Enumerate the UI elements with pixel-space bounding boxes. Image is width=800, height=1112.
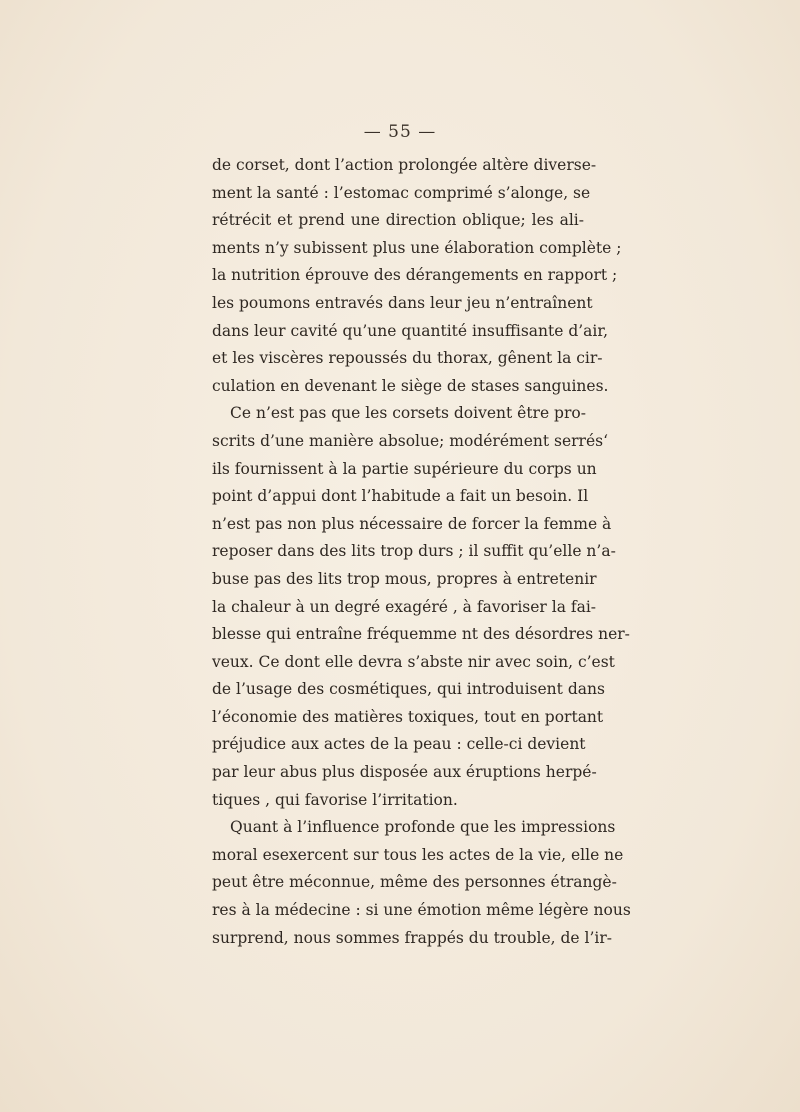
text-line: la nutrition éprouve des dérangements en rapport ; — [212, 266, 618, 285]
text-line: surprend, nous sommes frappés du trouble, de l’ir- — [212, 928, 613, 947]
text-line: point d’appui dont l’habitude a fait un besoin. Il — [212, 487, 589, 506]
text-line: buse pas des lits trop mous, propres à entretenir — [212, 569, 597, 588]
text-line: reposer dans des lits trop durs ; il suffit qu’elle n’a- — [212, 542, 616, 561]
text-line: moral esexercent sur tous les actes de la vie, elle ne — [212, 845, 624, 864]
text-line: blesse qui entraîne fréquemme nt des désordres ner- — [212, 625, 630, 644]
text-line: la chaleur à un degré exagéré , à favoriser la fai- — [212, 597, 597, 616]
text-line: de l’usage des cosmétiques, qui introduisent dans — [212, 680, 605, 699]
text-line: de corset, dont l’action prolongée altère diverse- — [212, 156, 597, 174]
text-line: ment la santé : l’estomac comprimé s’alonge, se — [212, 183, 591, 202]
text-line: culation en devenant le siège de stases sanguines. — [212, 376, 609, 395]
text-line: res à la médecine : si une émotion même légère nous — [212, 901, 631, 920]
text-line: rétrécit et prend une direction oblique; les ali- — [212, 211, 584, 230]
paragraph-start-line: Ce n’est pas que les corsets doivent être pro- — [230, 404, 586, 423]
text-line: dans leur cavité qu’une quantité insuffisante d’air, — [212, 321, 609, 340]
text-line: préjudice aux actes de la peau : celle-ci devient — [212, 735, 586, 754]
text-line: ments n’y subissent plus une élaboration complète ; — [212, 238, 622, 257]
text-line: peut être méconnue, même des personnes étrangè- — [212, 873, 617, 892]
text-line: veux. Ce dont elle devra s’abste nir avec soin, c’est — [212, 652, 615, 671]
text-line: les poumons entravés dans leur jeu n’entraînent — [212, 293, 593, 312]
text-line: n’est pas non plus nécessaire de forcer la femme à — [212, 514, 612, 533]
page-number: — 55 — — [363, 122, 437, 142]
text-line: et les viscères repoussés du thorax, gênent la cir- — [212, 349, 603, 368]
text-line: par leur abus plus disposée aux éruptions herpé- — [212, 763, 597, 782]
text-line: tiques , qui favorise l’irritation. — [212, 790, 458, 809]
body-text — [212, 152, 631, 952]
paragraph-start-line: Quant à l’influence profonde que les impressions — [230, 818, 616, 837]
text-line: l’économie des matières toxiques, tout en portant — [212, 707, 604, 726]
text-line: ils fournissent à la partie supérieure du corps un — [212, 459, 597, 478]
text-line: scrits d’une manière absolue; modérément serrés‘ — [212, 431, 609, 450]
